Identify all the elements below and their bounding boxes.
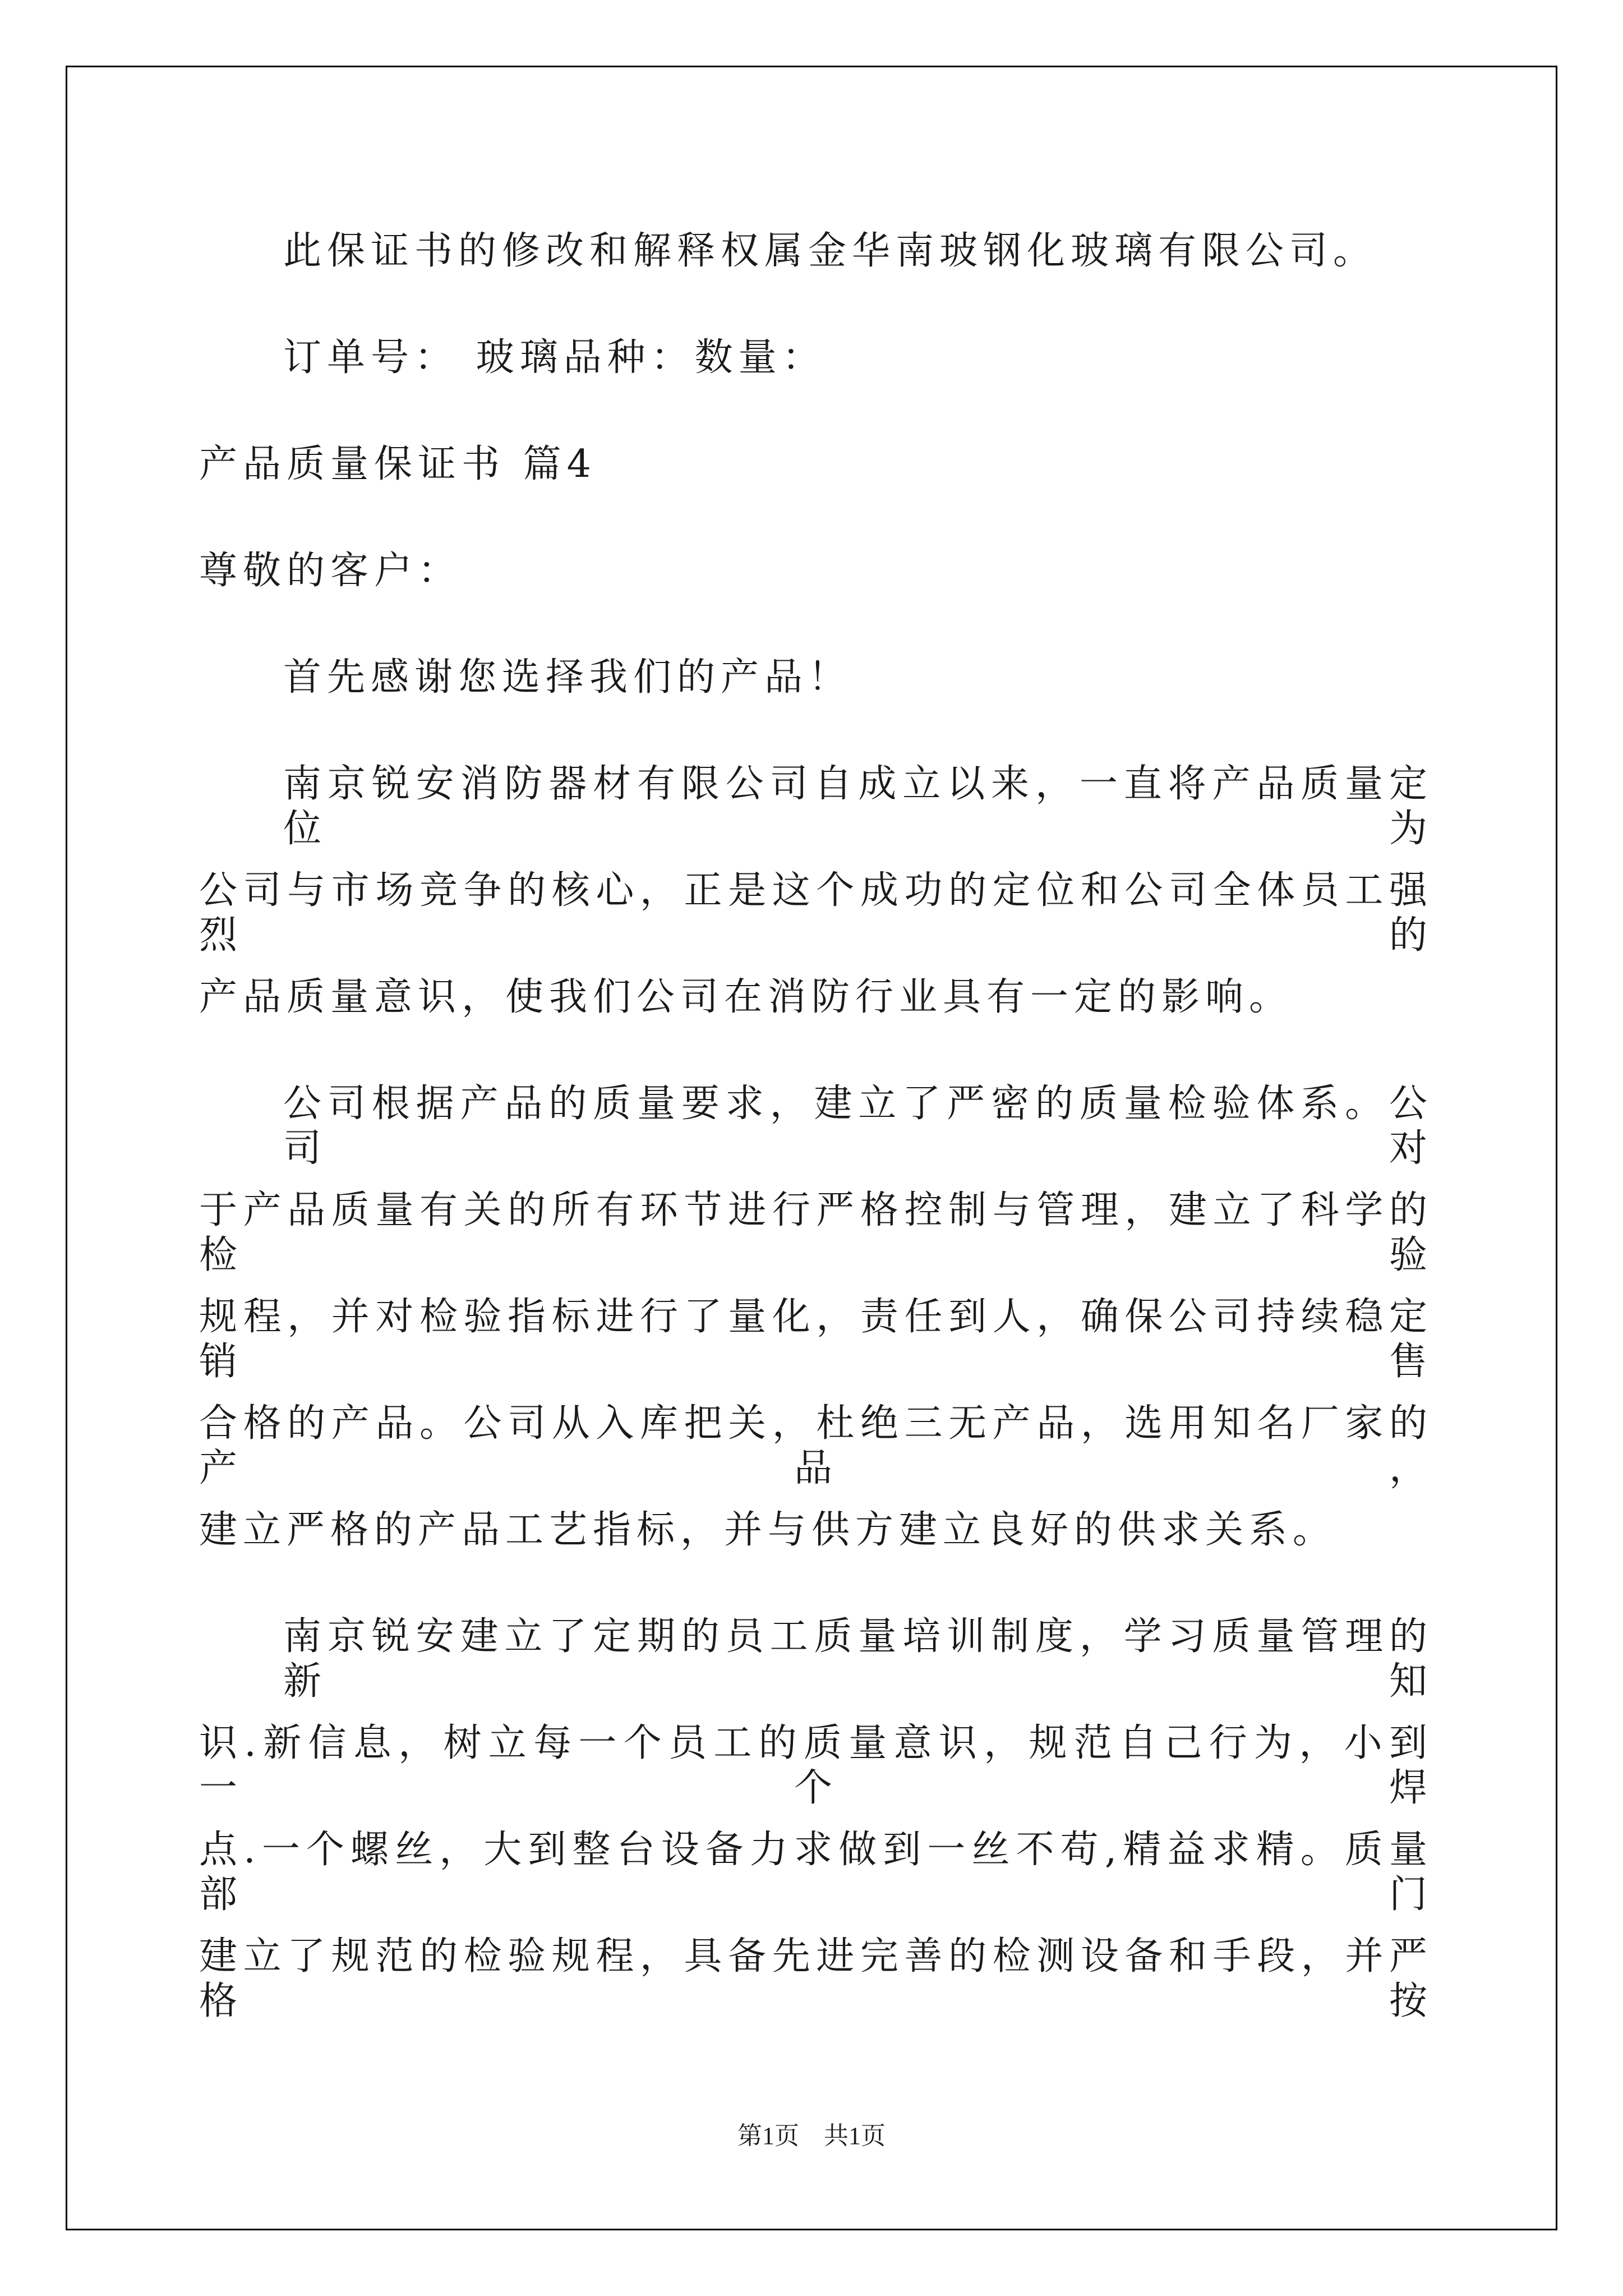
paragraph-line: 产品质量意识，使我们公司在消防行业具有一定的影响。 — [199, 975, 1293, 1019]
paragraph-line: 建立严格的产品工艺指标，并与供方建立良好的供求关系。 — [199, 1508, 1337, 1552]
paragraph-line: 南京锐安建立了定期的员工质量培训制度，学习质量管理的新知 — [283, 1614, 1433, 1704]
paragraph-line: 识.新信息，树立每一个员工的质量意识，规范自己行为，小到一个焊 — [199, 1721, 1433, 1810]
paragraph-line: 南京锐安消防器材有限公司自成立以来，一直将产品质量定位为 — [283, 762, 1433, 851]
page-footer — [0, 2120, 1623, 2152]
paragraph-line: 此保证书的修改和解释权属金华南玻钢化玻璃有限公司。 — [283, 229, 1377, 273]
section-heading: 产品质量保证书 篇4 — [199, 442, 597, 486]
paragraph-line: 规程，并对检验指标进行了量化，责任到人，确保公司持续稳定销售 — [199, 1295, 1433, 1384]
paragraph-line: 于产品质量有关的所有环节进行严格控制与管理，建立了科学的检验 — [199, 1188, 1433, 1277]
paragraph-line: 首先感谢您选择我们的产品！ — [283, 655, 852, 700]
paragraph-line: 公司与市场竞争的核心，正是这个成功的定位和公司全体员工强烈的 — [199, 868, 1433, 958]
paragraph-line: 公司根据产品的质量要求，建立了严密的质量检验体系。公司对 — [283, 1082, 1433, 1171]
paragraph-line: 订单号： 玻璃品种：数量： — [283, 335, 826, 380]
paragraph-line: 合格的产品。公司从入库把关，杜绝三无产品，选用知名厂家的产品， — [199, 1401, 1433, 1490]
page-number: 第1页 — [737, 2122, 799, 2150]
paragraph-line: 点.一个螺丝，大到整台设备力求做到一丝不苟,精益求精。质量部门 — [199, 1828, 1433, 1917]
page-total: 共1页 — [824, 2122, 886, 2150]
paragraph-line: 建立了规范的检验规程，具备先进完善的检测设备和手段，并严格按 — [199, 1934, 1433, 2023]
salutation: 尊敬的客户： — [199, 549, 462, 593]
